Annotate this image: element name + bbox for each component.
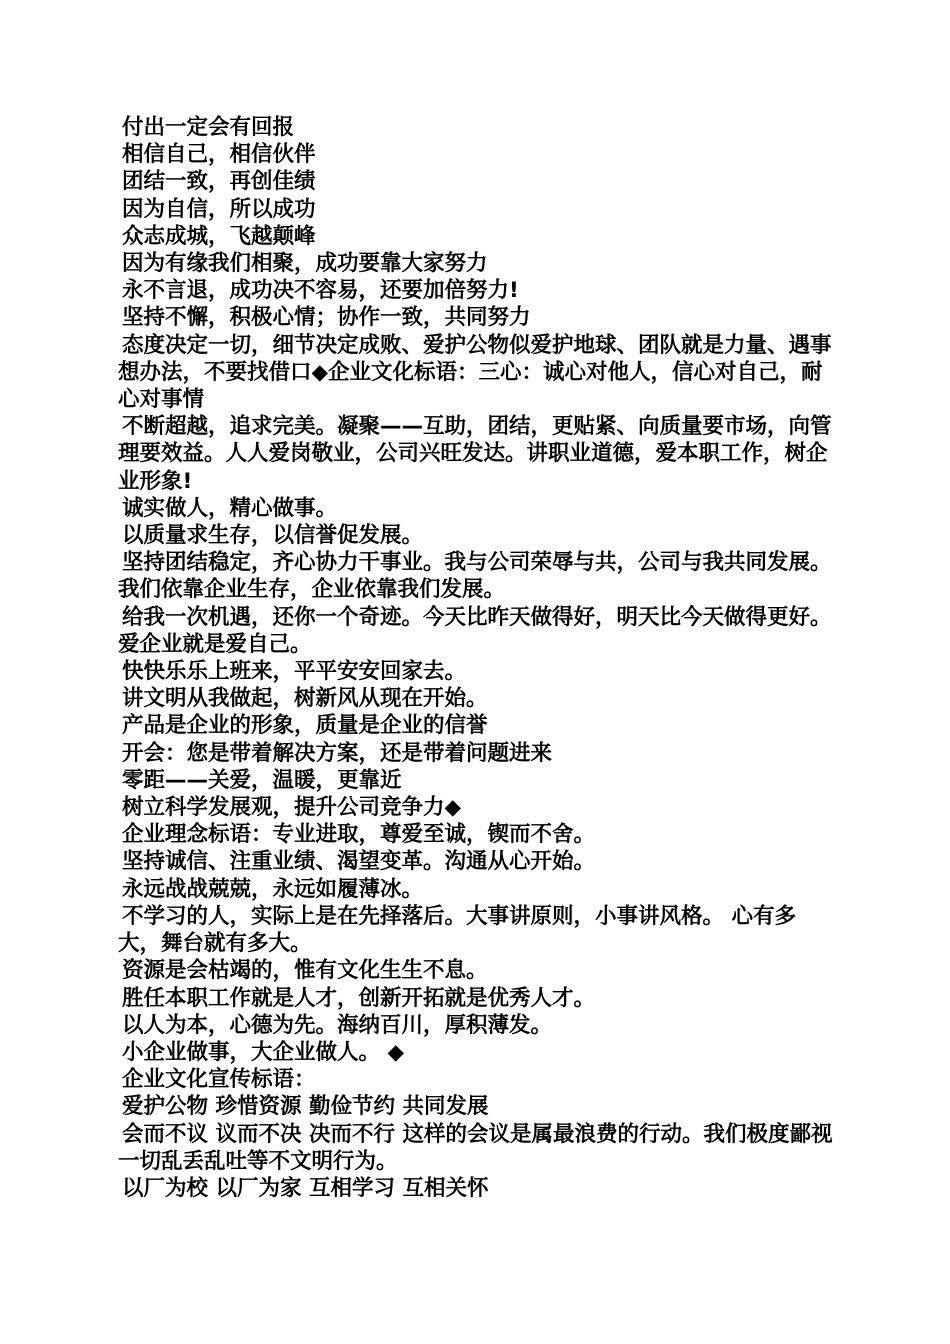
paragraph: 讲文明从我做起，树新风从现在开始。	[122, 686, 488, 712]
paragraph: 爱护公物 珍惜资源 勤俭节约 共同发展	[122, 1094, 489, 1120]
paragraph: 给我一次机遇，还你一个奇迹。今天比昨天做得好，明天比今天做得更好。爱企业就是爱自己。	[118, 604, 832, 657]
paragraph: 以质量求生存，以信誉促发展。	[122, 523, 424, 549]
paragraph: 永不言退，成功决不容易，还要加倍努力!	[122, 278, 519, 304]
paragraph: 产品是企业的形象，质量是企业的信誉	[122, 713, 488, 739]
paragraph: 不学习的人，实际上是在先择落后。大事讲原则，小事讲风格。 心有多大，舞台就有多大。	[118, 903, 796, 957]
paragraph: 坚持不懈，积极心情；协作一致，共同努力	[122, 305, 531, 331]
paragraph: 开会：您是带着解决方案，还是带着问题进来	[122, 740, 553, 766]
paragraph: 因为自信，所以成功	[122, 196, 316, 222]
paragraph: 以厂为校 以厂为家 互相学习 互相关怀	[122, 1175, 489, 1201]
paragraph: 相信自己，相信伙伴	[122, 142, 316, 168]
document-body	[118, 114, 836, 1202]
paragraph: 资源是会枯竭的，惟有文化生生不息。	[122, 958, 488, 984]
paragraph: 企业文化宣传标语：	[122, 1067, 316, 1093]
paragraph: 因为有缘我们相聚，成功要靠大家努力	[122, 251, 488, 277]
paragraph: 不断超越，追求完美。凝聚——互助，团结，更贴紧、向质量要市场，向管理要效益。人人爱岗敬业，公司兴旺发达。讲职业道德，爱本职工作，树企业形象!	[118, 414, 832, 494]
paragraph: 小企业做事，大企业做人。 ◆	[122, 1039, 405, 1065]
paragraph: 众志成城，飞越颠峰	[122, 223, 316, 249]
paragraph: 企业理念标语：专业进取，尊爱至诚，锲而不舍。	[122, 822, 596, 848]
paragraph: 永远战战兢兢，永远如履薄冰。	[122, 876, 424, 902]
paragraph: 树立科学发展观，提升公司竞争力◆	[122, 795, 462, 821]
paragraph: 胜任本职工作就是人才，创新开拓就是优秀人才。	[122, 985, 596, 1011]
paragraph: 零距——关爱，温暖，更靠近	[122, 767, 402, 793]
paragraph: 以人为本，心德为先。海纳百川，厚积薄发。	[122, 1012, 553, 1038]
paragraph: 坚持团结稳定，齐心协力干事业。我与公司荣辱与共，公司与我共同发展。我们依靠企业生存，企业依靠我们发展。	[118, 550, 832, 603]
paragraph: 诚实做人，精心做事。	[122, 495, 338, 521]
paragraph: 快快乐乐上班来，平平安安回家去。	[122, 659, 467, 685]
paragraph: 坚持诚信、注重业绩、渴望变革。沟通从心开始。	[122, 849, 596, 875]
paragraph: 团结一致，再创佳绩	[122, 169, 316, 195]
paragraph: 态度决定一切，细节决定成败、爱护公物似爱护地球、团队就是力量、遇事想办法，不要找借口◆企业文化标语：三心：诚心对他人，信心对自己，耐心对事情	[118, 332, 832, 413]
paragraph: 付出一定会有回报	[122, 115, 295, 140]
paragraph: 会而不议 议而不决 决而不行 这样的会议是属最浪费的行动。我们极度鄙视一切乱丢乱吐等不文明行为。	[118, 1121, 833, 1174]
